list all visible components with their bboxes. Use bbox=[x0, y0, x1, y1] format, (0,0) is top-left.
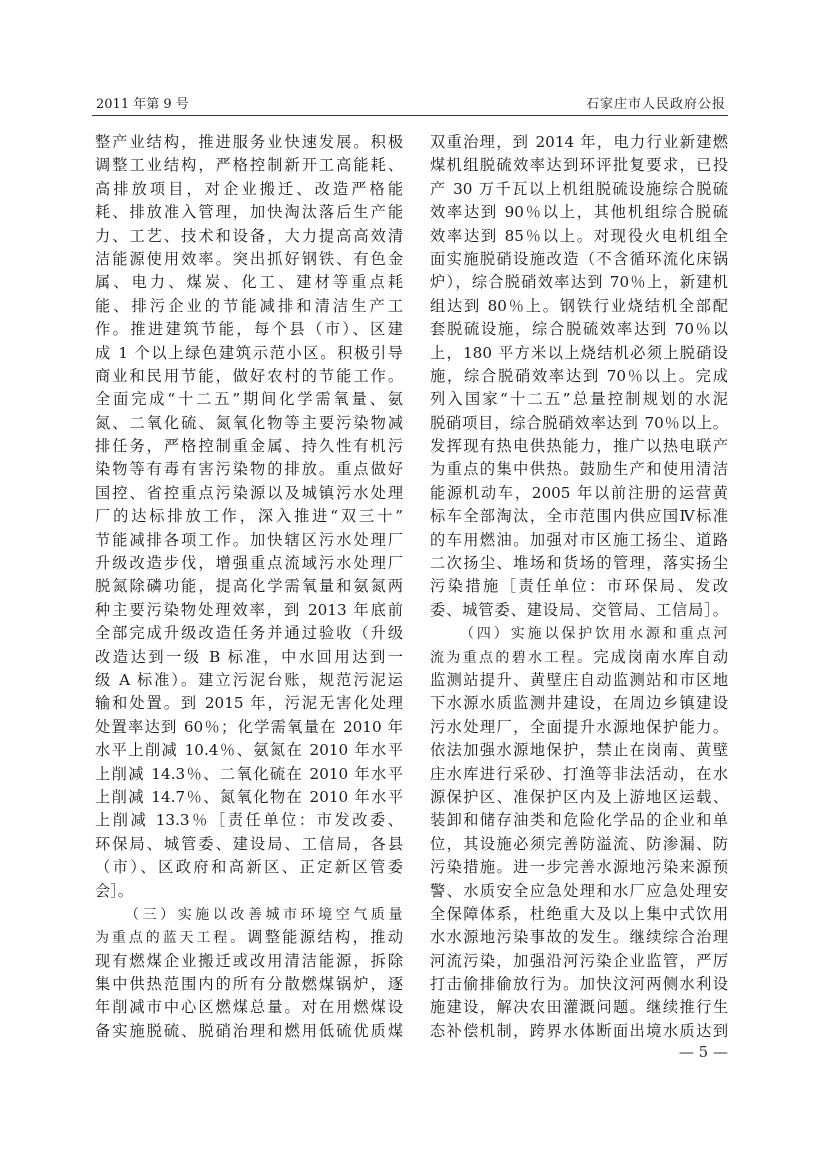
text-line: 依法加强水源地保护，禁止在岗南、黄壁 bbox=[430, 741, 728, 760]
text-line: 下水源水质监测井建设，在周边乡镇建设 bbox=[430, 694, 728, 713]
text-line: 全部完成升级改造任务并通过验收（升级 bbox=[95, 624, 403, 643]
text-line: 施，综合脱硝效率达到 70％以上。完成 bbox=[430, 366, 728, 385]
section-three-heading-line2 bbox=[95, 926, 403, 949]
text-line: 染物等有毒有害污染物的排放。重点做好 bbox=[95, 460, 403, 479]
text-line: 备实施脱硫、脱硝治理和燃用低硫优质煤 bbox=[95, 1021, 403, 1040]
text-line: 污染措施。进一步完善水源地污染来源预 bbox=[430, 858, 728, 877]
left-column bbox=[95, 131, 403, 1043]
text-line: 排任务，严格控制重金属、持久性有机污 bbox=[95, 437, 403, 456]
text-line: 打击偷排偷放行为。加快汶河两侧水利设 bbox=[430, 975, 728, 994]
text-line: 双重治理，到 2014 年，电力行业新建燃 bbox=[430, 133, 728, 151]
text-line: 改造达到一级 B 标准，中水回用达到一 bbox=[95, 647, 403, 666]
text-line: 警、水质安全应急处理和水厂应急处理安 bbox=[430, 881, 728, 900]
text-line: 全面完成“十二五”期间化学需氧量、氨 bbox=[95, 390, 403, 409]
text-line: 集中供热范围内的所有分散燃煤锅炉，逐 bbox=[95, 975, 403, 994]
section-three-heading-line1: （三）实施以改善城市环境空气质量 bbox=[125, 906, 403, 923]
text-line: 施建设，解决农田灌溉问题。继续推行生 bbox=[430, 998, 728, 1017]
section-four-body bbox=[430, 669, 728, 1043]
text-line: 洁能源使用效率。突出抓好钢铁、有色金 bbox=[95, 249, 403, 268]
text-line: 输和处置。到 2015 年，污泥无害化处理 bbox=[95, 694, 403, 713]
text-line: 会］。 bbox=[95, 881, 133, 900]
text-line: 面实施脱硝设施改造（不含循环流化床锅 bbox=[430, 249, 728, 268]
text-line: 煤机组脱硫效率达到环评批复要求，已投 bbox=[430, 156, 728, 175]
section-four-heading bbox=[430, 622, 728, 645]
text-line: 水水源地污染事故的发生。继续综合治理 bbox=[430, 928, 728, 947]
text-line: 属、电力、煤炭、化工、建材等重点耗 bbox=[95, 273, 403, 292]
text-line: 脱氮除磷功能，提高化学需氧量和氨氮两 bbox=[95, 577, 403, 596]
section-four-heading-title: 流为重点的碧水工程。 bbox=[430, 649, 594, 666]
text-line: 年削减市中心区燃煤总量。对在用燃煤设 bbox=[95, 998, 403, 1017]
text-line: 产 30 万千瓦以上机组脱硫设施综合脱硫 bbox=[430, 179, 728, 198]
text-line: 监测站提升、黄壁庄自动监测站和市区地 bbox=[430, 670, 728, 689]
text-line: 列入国家“十二五”总量控制规划的水泥 bbox=[430, 390, 728, 409]
section-four-heading-line1: （四）实施以保护饮用水源和重点河 bbox=[460, 626, 728, 643]
text-line: 处置率达到 60％；化学需氧量在 2010 年 bbox=[95, 717, 403, 736]
text-line: 力、工艺、技术和设备，大力提高高效清 bbox=[95, 226, 403, 245]
text-line: 河流污染，加强沿河污染企业监管，严厉 bbox=[430, 951, 728, 970]
text-line: 氮、二氧化硫、氮氧化物等主要污染物减 bbox=[95, 413, 403, 432]
text-line: 位，其设施必须完善防溢流、防渗漏、防 bbox=[430, 834, 728, 853]
text-line: 效率达到 85％以上。对现役火电机组全 bbox=[430, 226, 728, 245]
text-line: 国控、省控重点污染源以及城镇污水处理 bbox=[95, 483, 403, 502]
text-line: 发挥现有热电供热能力，推广以热电联产 bbox=[430, 437, 728, 456]
text-line: 脱硝项目，综合脱硝效率达到 70％以上。 bbox=[430, 413, 728, 432]
text-line: 上，180 平方米以上烧结机必须上脱硝设 bbox=[430, 343, 728, 362]
text-line: 高排放项目，对企业搬迁、改造严格能 bbox=[95, 179, 403, 198]
header-rule bbox=[92, 115, 728, 116]
text-line: 委、城管委、建设局、交管局、工信局］。 bbox=[430, 600, 728, 619]
text-line: 上削减 13.3％［责任单位：市发改委、 bbox=[95, 811, 403, 830]
text-line: 态补偿机制，跨界水体断面出境水质达到 bbox=[430, 1021, 728, 1040]
right-column-body bbox=[430, 131, 728, 622]
issue-number: 2011 年第 9 号 bbox=[96, 97, 189, 112]
text-line: 上削减 14.7％、氮氧化物在 2010 年水平 bbox=[95, 787, 403, 806]
running-header bbox=[92, 96, 728, 114]
text-line: 二次扬尘、堆场和货场的管理，落实扬尘 bbox=[430, 554, 728, 573]
text-line: 上削减 14.3％、二氧化硫在 2010 年水平 bbox=[95, 764, 403, 783]
section-three-heading bbox=[95, 903, 403, 926]
text-line: 节能减排各项工作。加快辖区污水处理厂 bbox=[95, 530, 403, 549]
text-line: 水平上削减 10.4％、氨氮在 2010 年水平 bbox=[95, 741, 403, 760]
text-line: 耗、排放准入管理，加快淘汰落后生产能 bbox=[95, 203, 403, 222]
text-line: 环保局、城管委、建设局、工信局，各县 bbox=[95, 834, 403, 853]
text-line: 装卸和储存油类和危险化学品的企业和单 bbox=[430, 811, 728, 830]
text-line: 调整工业结构，严格控制新开工高能耗、 bbox=[95, 156, 403, 175]
section-three-body bbox=[95, 950, 403, 1044]
text-line: 能、排污企业的节能减排和清洁生产工 bbox=[95, 296, 403, 315]
text-line: 成 1 个以上绿色建筑示范小区。积极引导 bbox=[95, 343, 403, 362]
text-line: 整产业结构，推进服务业快速发展。积极 bbox=[95, 133, 403, 151]
section-three-text: 调整能源结构，推动 bbox=[247, 928, 403, 947]
text-line: 污染措施［责任单位：市环保局、发改 bbox=[430, 577, 728, 596]
text-line: 庄水库进行采砂、打渔等非法活动，在水 bbox=[430, 764, 728, 783]
text-line: 全保障体系，杜绝重大及以上集中式饮用 bbox=[430, 904, 728, 923]
page-number: — 5 — bbox=[678, 1043, 728, 1061]
section-three-heading-title: 为重点的蓝天工程。 bbox=[95, 930, 248, 947]
text-line: 作。推进建筑节能，每个县（市）、区建 bbox=[95, 320, 403, 339]
text-line: 污水处理厂，全面提升水源地保护能力。 bbox=[430, 717, 728, 736]
text-line: 组达到 80％上。钢铁行业烧结机全部配 bbox=[430, 296, 728, 315]
text-line: 效率达到 90％以上，其他机组综合脱硫 bbox=[430, 203, 728, 222]
left-column-body bbox=[95, 131, 403, 903]
text-line: 级 A 标准）。建立污泥台账，规范污泥运 bbox=[95, 670, 403, 689]
text-line: 种主要污染物处理效率，到 2013 年底前 bbox=[95, 600, 403, 619]
right-column bbox=[430, 131, 728, 1043]
publication-title: 石家庄市人民政府公报 bbox=[585, 97, 726, 112]
text-line: 现有燃煤企业搬迁或改用清洁能源，拆除 bbox=[95, 951, 403, 970]
section-four-text: 完成岗南水库自动 bbox=[593, 647, 728, 666]
section-four-heading-line2 bbox=[430, 646, 728, 669]
text-line: 能源机动车，2005 年以前注册的运营黄 bbox=[430, 483, 728, 502]
text-line: 源保护区、准保护区内及上游地区运载、 bbox=[430, 787, 728, 806]
text-line: 炉），综合脱硝效率达到 70％上，新建机 bbox=[430, 273, 728, 292]
text-line: 商业和民用节能，做好农村的节能工作。 bbox=[95, 366, 403, 385]
text-line: 厂的达标排放工作，深入推进“双三十” bbox=[95, 507, 403, 526]
text-line: 的车用燃油。加强对市区施工扬尘、道路 bbox=[430, 530, 728, 549]
text-line: 套脱硫设施，综合脱硫效率达到 70％以 bbox=[430, 320, 728, 339]
text-line: （市）、区政府和高新区、正定新区管委 bbox=[95, 858, 403, 877]
text-line: 升级改造步伐，增强重点流域污水处理厂 bbox=[95, 554, 403, 573]
text-line: 为重点的集中供热。鼓励生产和使用清洁 bbox=[430, 460, 728, 479]
text-line: 标车全部淘汰，全市范围内供应国Ⅳ标准 bbox=[430, 507, 728, 526]
